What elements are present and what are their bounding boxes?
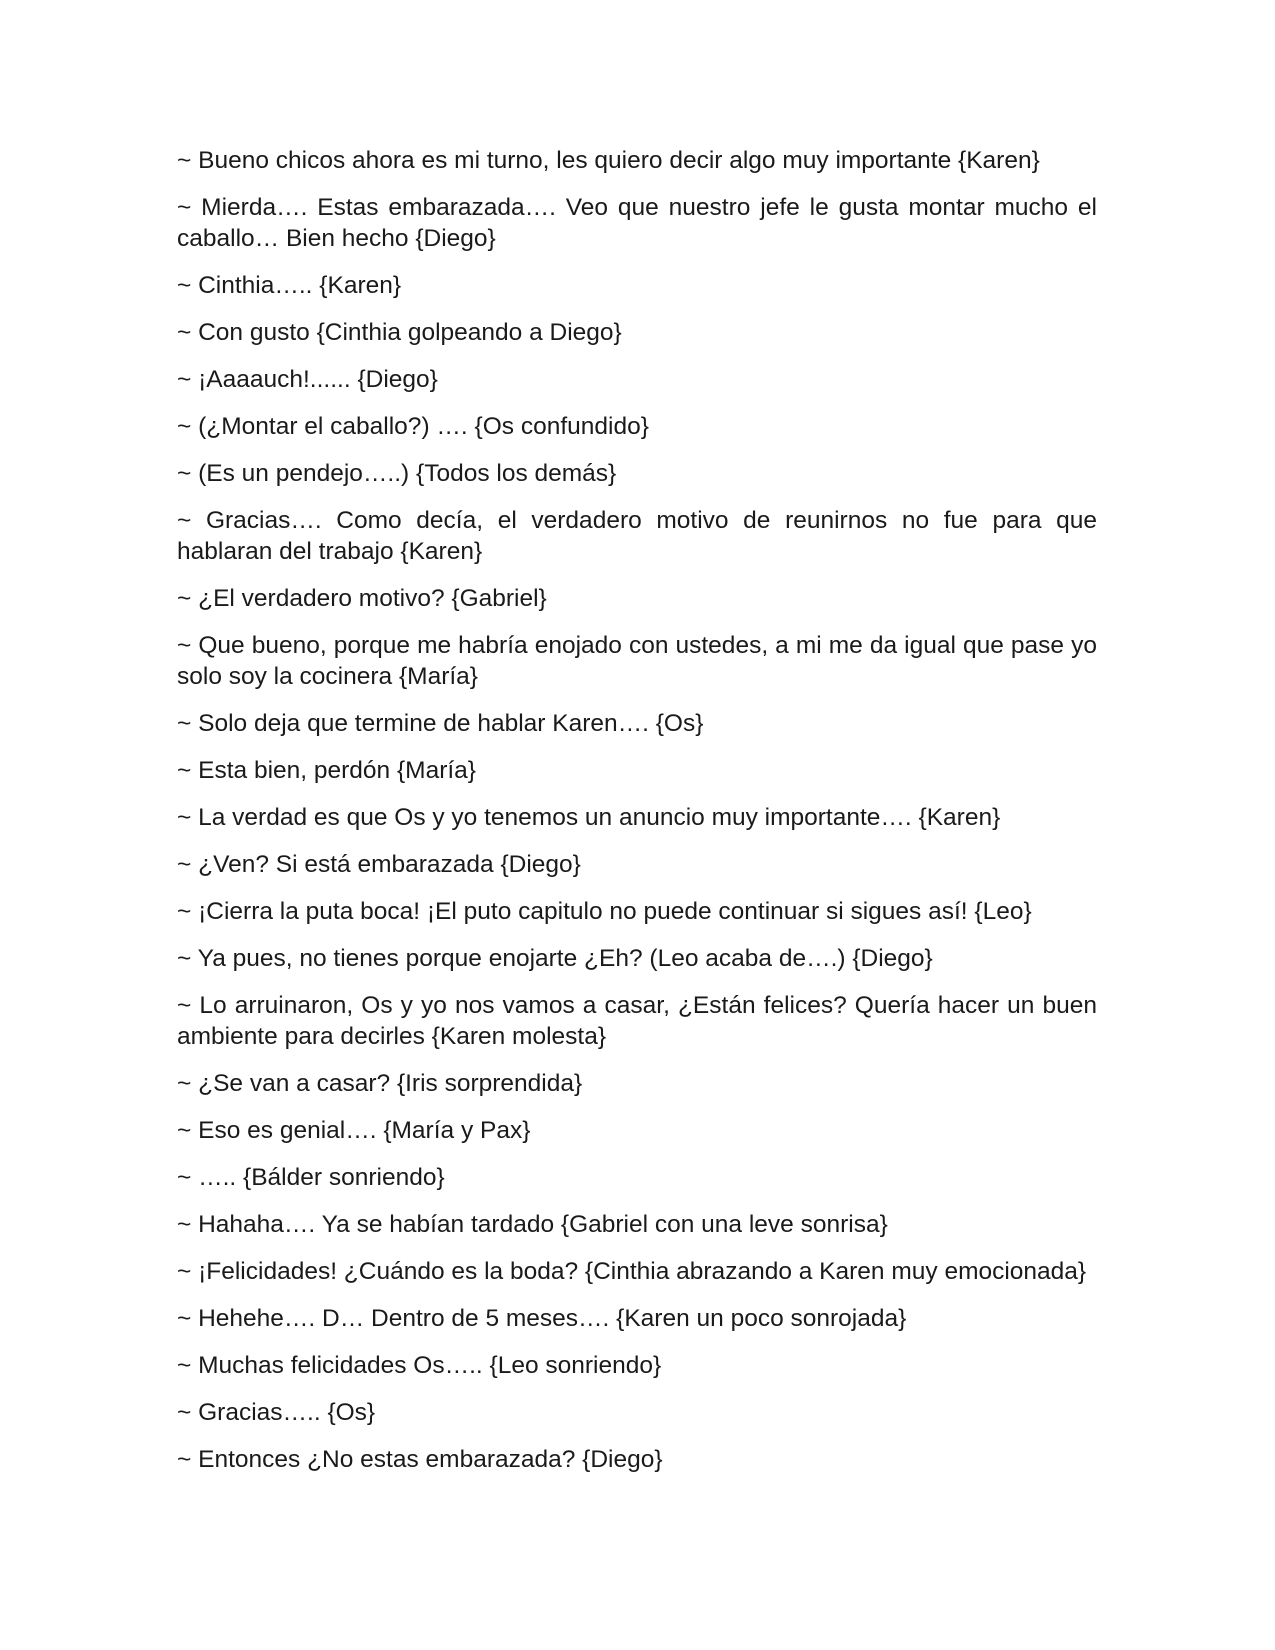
dialogue-line: ~ Eso es genial…. {María y Pax} — [177, 1117, 531, 1144]
dialogue-line: ~ Esta bien, perdón {María} — [177, 757, 476, 784]
dialogue-line: ~ ¡Aaaauch!...... {Diego} — [177, 366, 438, 393]
dialogue-line: ~ Entonces ¿No estas embarazada? {Diego} — [177, 1446, 663, 1473]
dialogue-line: ~ Bueno chicos ahora es mi turno, les quiero decir algo muy importante {Karen} — [177, 147, 1040, 174]
dialogue-line: ~ Con gusto {Cinthia golpeando a Diego} — [177, 319, 622, 346]
dialogue-line: ~ Que bueno, porque me habría enojado con ustedes, a mi me da igual que pase yo solo soy la cocinera {María} — [177, 632, 1097, 690]
dialogue-line: ~ Gracias…. Como decía, el verdadero motivo de reunirnos no fue para que hablaran del trabajo {Karen} — [177, 507, 1097, 565]
dialogue-line: ~ Gracias….. {Os} — [177, 1399, 376, 1426]
dialogue-line: ~ (Es un pendejo…..) {Todos los demás} — [177, 460, 617, 487]
dialogue-line: ~ ¿Se van a casar? {Iris sorprendida} — [177, 1070, 583, 1097]
dialogue-text — [177, 145, 1097, 1491]
dialogue-line: ~ ¡Felicidades! ¿Cuándo es la boda? {Cinthia abrazando a Karen muy emocionada} — [177, 1258, 1087, 1285]
dialogue-line: ~ Cinthia….. {Karen} — [177, 272, 402, 299]
dialogue-line: ~ Ya pues, no tienes porque enojarte ¿Eh? (Leo acaba de….) {Diego} — [177, 945, 933, 972]
dialogue-line: ~ ….. {Bálder sonriendo} — [177, 1164, 445, 1191]
dialogue-line: ~ Hehehe…. D… Dentro de 5 meses…. {Karen un poco sonrojada} — [177, 1305, 907, 1332]
dialogue-line: ~ ¿Ven? Si está embarazada {Diego} — [177, 851, 581, 878]
dialogue-line: ~ ¡Cierra la puta boca! ¡El puto capitulo no puede continuar si sigues así! {Leo} — [177, 898, 1032, 925]
dialogue-line: ~ Hahaha…. Ya se habían tardado {Gabriel con una leve sonrisa} — [177, 1211, 888, 1238]
dialogue-line: ~ (¿Montar el caballo?) …. {Os confundido} — [177, 413, 649, 440]
dialogue-line: ~ ¿El verdadero motivo? {Gabriel} — [177, 585, 547, 612]
dialogue-line: ~ La verdad es que Os y yo tenemos un anuncio muy importante…. {Karen} — [177, 804, 1001, 831]
dialogue-line: ~ Solo deja que termine de hablar Karen…. {Os} — [177, 710, 704, 737]
dialogue-line: ~ Mierda…. Estas embarazada…. Veo que nuestro jefe le gusta montar mucho el caballo… Bien hecho {Diego} — [177, 194, 1097, 252]
dialogue-line: ~ Lo arruinaron, Os y yo nos vamos a casar, ¿Están felices? Quería hacer un buen ambiente para decirles {Karen molesta} — [177, 992, 1097, 1050]
dialogue-line: ~ Muchas felicidades Os….. {Leo sonriendo} — [177, 1352, 662, 1379]
